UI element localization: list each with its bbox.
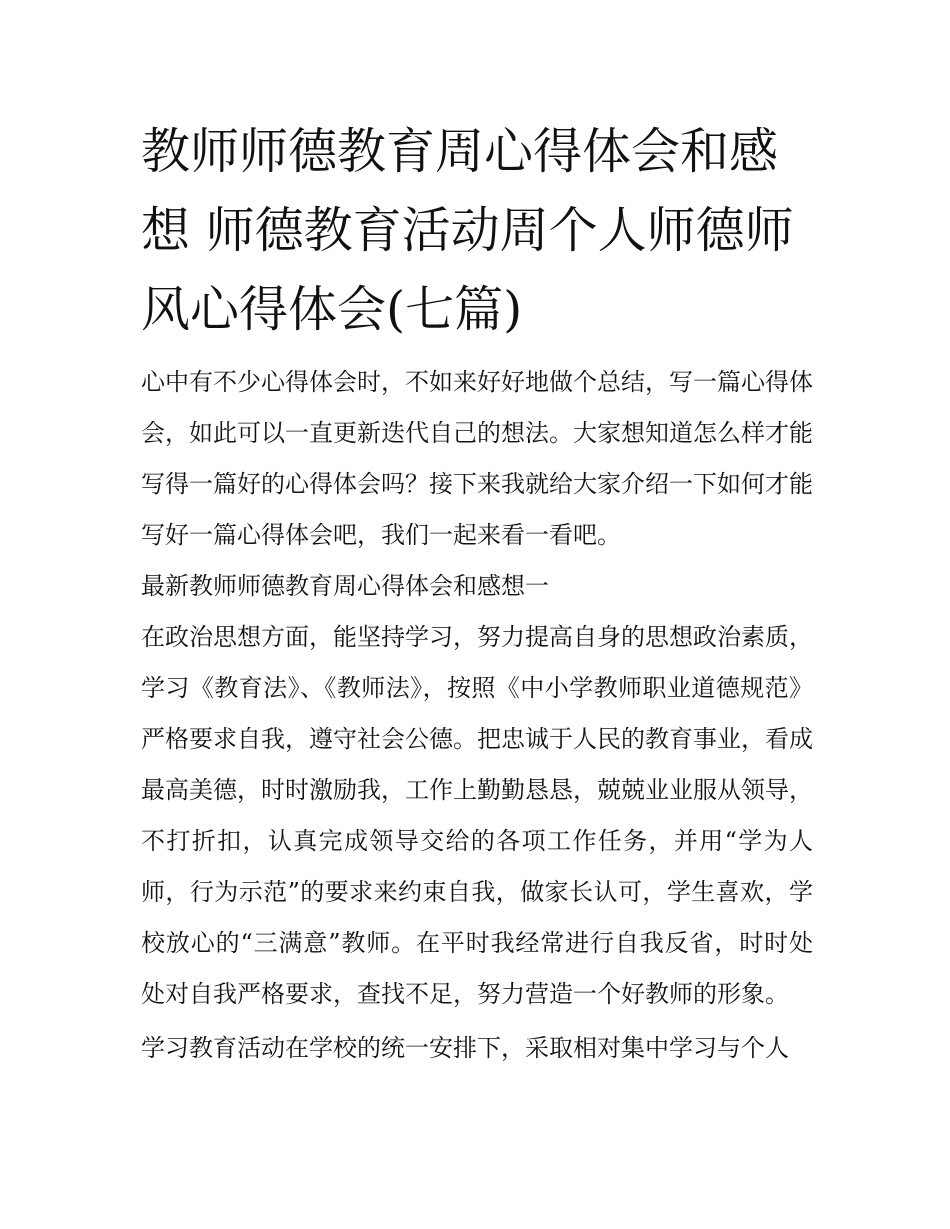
body-paragraph: 在政治思想方面，能坚持学习，努力提高自身的思想政治素质，学习《教育法》、《教师法》，按照《中小学教师职业道德规范》严格要求自我，遵守社会公德。把忠诚于人民的教育事业，看成最高美德，时时激励我，工作上勤勤恳恳，兢兢业业服从领导，不打折扣，认真完成领导交给的各项工作任务，并用“学为人师，行为示范”的要求来约束自我，做家长认可，学生喜欢，学校放心的“三满意”教师。在平时我经常进行自我反省，时时处处对自我严格要求，查找不足，努力营造一个好教师的形象。 (141, 623, 813, 1008)
document-title: 教师师德教育周心得体会和感想 师德教育活动周个人师德师风心得体会(七篇) (141, 123, 794, 338)
intro-paragraph: 心中有不少心得体会时，不如来好好地做个总结，写一篇心得体会，如此可以一直更新迭代自己的想法。大家想知道怎么样才能写得一篇好的心得体会吗？接下来我就给大家介绍一下如何才能写好一篇心得体会吧，我们一起来看一看吧。 (141, 368, 813, 549)
body-paragraph-continued: 学习教育活动在学校的统一安排下，采取相对集中学习与个人 (141, 1034, 789, 1062)
section-heading: 最新教师师德教育周心得体会和感想一 (141, 572, 549, 600)
document-body (141, 112, 813, 1074)
